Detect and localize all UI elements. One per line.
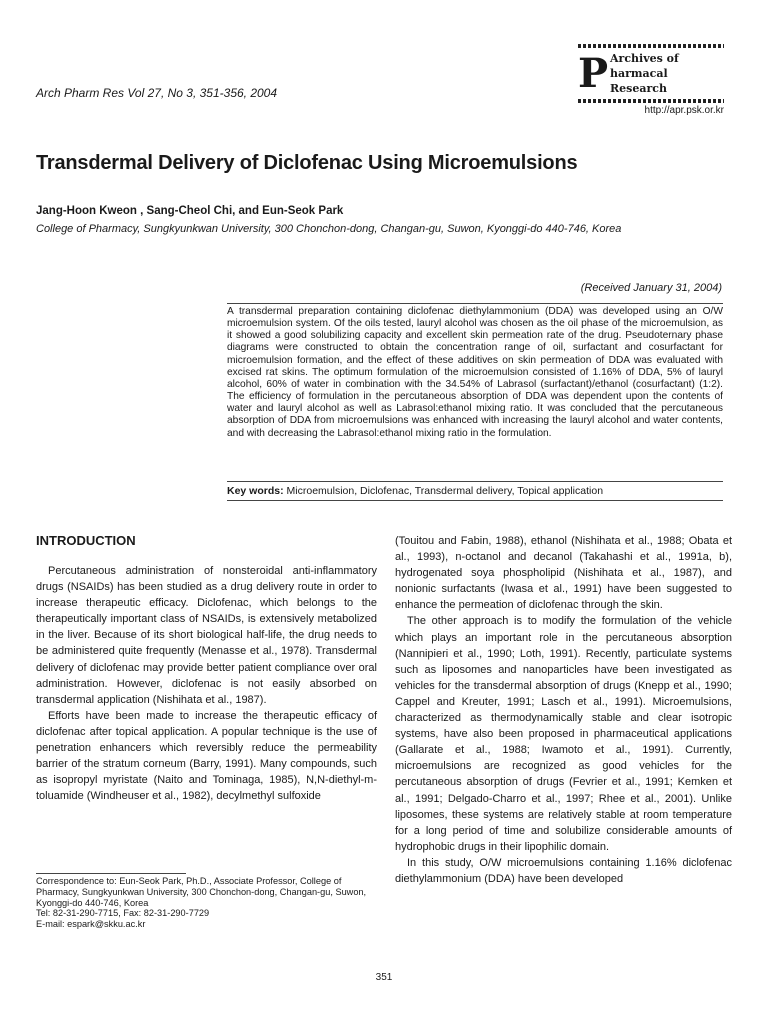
abstract-text: A transdermal preparation containing diclofenac diethylammonium (DDA) was developed using an O/W microemulsion system. Of the oils tested, lauryl alcohol was chosen as the oil phase of the microemulsion, as it showed a good solubilizing capacity and excellent skin permeation rate of the drug. Pseudoternary phase diagrams were constructed to obtain the concentration range of oil, surfactant and cosurfactant for microemulsion formation, and the effect of these additives on skin permeation of DDA was evaluated with excised rat skins. The optimum formulation of the microemulsion consisted of 1.16% of DDA, 5% of lauryl alcohol, 60% of water in combination with the 34.54% of Labrasol (surfactant)/ethanol (cosurfactant) (1:2). The efficiency of formulation in the percutaneous absorption of DDA was dependent upon the contents of water and lauryl alcohol as well as Labrasol:ethanol mixing ratio. It was concluded that the percutaneous absorption of DDA from microemulsions was enhanced with increasing the lauryl alcohol and water contents, and with decreasing the Labrasol:ethanol mixing ratio in the formulation. bbox=[227, 306, 723, 439]
logo-top-border bbox=[578, 44, 724, 48]
logo-line-2: harmacal Research bbox=[610, 67, 668, 95]
body-right-column bbox=[395, 533, 732, 887]
author-affiliation: College of Pharmacy, Sungkyunkwan University, 300 Chonchon-dong, Changan-gu, Suwon, Kyonggi-do 440-746, Korea bbox=[36, 223, 622, 235]
article-title: Transdermal Delivery of Diclofenac Using Microemulsions bbox=[36, 152, 578, 174]
logo-bottom-border bbox=[578, 99, 724, 103]
author-list: Jang-Hoon Kweon , Sang-Cheol Chi, and Eun-Seok Park bbox=[36, 205, 344, 217]
section-heading-introduction: INTRODUCTION bbox=[36, 533, 136, 548]
journal-logo bbox=[578, 44, 724, 116]
body-paragraph: Efforts have been made to increase the therapeutic efficacy of diclofenac after topical application. A popular technique is the use of penetration enhancers which reversibly reduce the permeability barrier of the stratum corneum (Barry, 1991). Many compounds, such as isopropyl myristate (Naito and Tominaga, 1985), N,N-diethyl-m-toluamide (Windheuser et al., 1982), decylmethyl sulfoxide bbox=[36, 709, 377, 803]
logo-initial: P bbox=[578, 49, 609, 97]
received-date: (Received January 31, 2004) bbox=[580, 282, 722, 294]
body-paragraph: (Touitou and Fabin, 1988), ethanol (Nishihata et al., 1988; Obata et al., 1993), n-octanol and decanol (Takahashi et al., 1991a, b), hydrogenated soya phospholipid (Nishihata et al., 1987), and nonionic surfactants (Iwasa et al., 1991) have been suggested to enhance the permeation of diclofenac through the skin. bbox=[395, 535, 732, 612]
keywords bbox=[227, 485, 723, 497]
keywords-label: Key words: bbox=[227, 485, 284, 497]
body-paragraph: Percutaneous administration of nonsteroidal anti-inflammatory drugs (NSAIDs) has been studied as a drug delivery route in order to increase therapeutic efficacy. Diclofenac, which belongs to the therapeutically important class of NSAIDs, is extensively metabolized in the liver. Because of its short biological half-life, the drug needs to be administered quite frequently (Menasse et al., 1978). Transdermal delivery of diclofenac may provide better patient compliance over oral administration. However, diclofenac is not easily absorbed on transdermal application (Nishihata et al., 1987). bbox=[36, 565, 377, 706]
logo-line-1: Archives of bbox=[610, 52, 679, 65]
body-paragraph: The other approach is to modify the formulation of the vehicle which plays an important role in the percutaneous absorption (Nannipieri et al., 1990; Loth, 1991). Recently, particulate systems such as liposomes and nanoparticles have been investigated as vehicles for the transdermal absorption of drugs (Knepp et al., 1990; Cappel and Kreuter, 1991; Lasch et al., 1991). Microemulsions, characterized as thermodynamically stable and clear isotropic systems, have also been proposed in pharmaceutical applications (Gallarate et al., 1988; Iwamoto et al., 1991). Currently, microemulsions are recognized as good vehicles for the percutaneous absorption of drugs (Fevrier et al., 1991; Kemken et al., 1991; Delgado-Charro et al., 1997; Rhee et al., 2001). Unlike liposomes, these systems are relatively stable at room temperature for a long period of time and solubilize considerable amounts of hydrophobic drugs in their lipophilic domain. bbox=[395, 615, 732, 853]
abstract-top-rule bbox=[227, 303, 723, 304]
keywords-list: Microemulsion, Diclofenac, Transdermal delivery, Topical application bbox=[286, 485, 604, 497]
keywords-bottom-rule bbox=[227, 500, 723, 501]
journal-citation: Arch Pharm Res Vol 27, No 3, 351-356, 2004 bbox=[36, 86, 278, 100]
body-paragraph: In this study, O/W microemulsions containing 1.16% diclofenac diethylammonium (DDA) have been developed bbox=[395, 856, 732, 885]
footnote-rule bbox=[36, 873, 186, 874]
abstract-bottom-rule bbox=[227, 481, 723, 482]
body-left-column bbox=[36, 563, 377, 804]
correspondence-footnote: Correspondence to: Eun-Seok Park, Ph.D., Associate Professor, College of Pharmacy, Sungkyunkwan University, 300 Chonchon-dong, Changan-gu, Suwon, Kyonggi-do 440-746, Korea Tel: 82-31-290-7715, Fax: 82-31-290-7729 E-mail: espark@skku.ac.kr bbox=[36, 876, 367, 930]
page-number: 351 bbox=[375, 972, 393, 983]
journal-url[interactable]: http://apr.psk.or.kr bbox=[644, 105, 724, 116]
